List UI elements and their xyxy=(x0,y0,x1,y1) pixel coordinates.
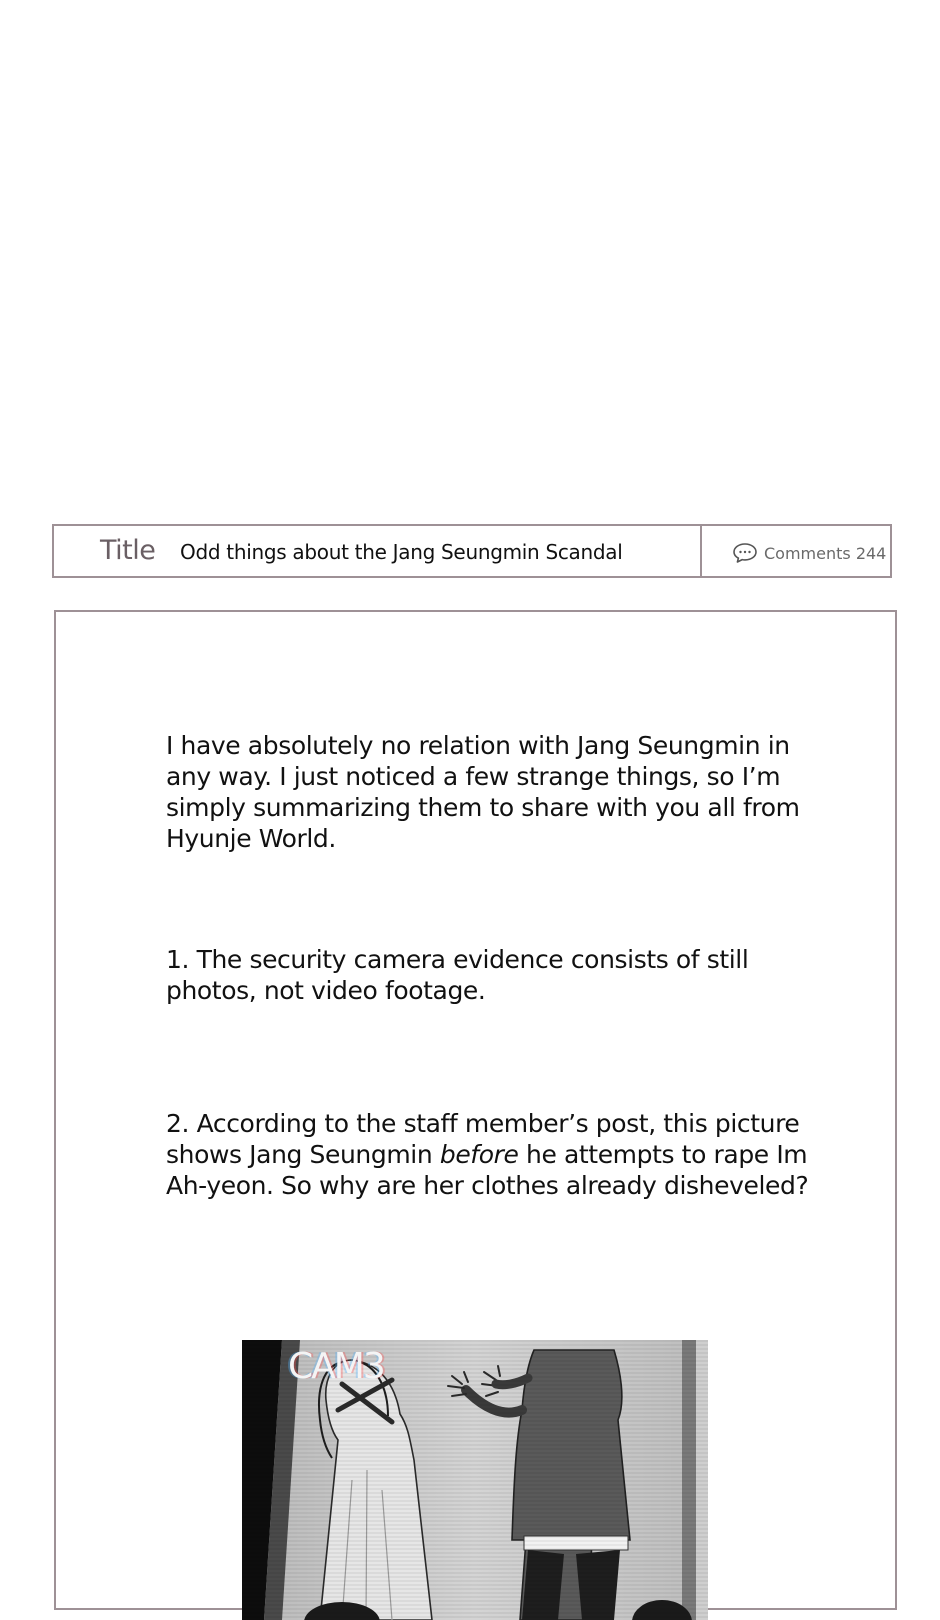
point-1-paragraph: 1. The security camera evidence consists of still photos, not video footage. xyxy=(166,945,749,1005)
security-camera-photo xyxy=(242,1340,708,1620)
title-label: Title xyxy=(100,535,156,566)
speech-bubble-icon xyxy=(732,542,758,564)
point-2-paragraph xyxy=(166,1108,816,1201)
cam-label: CAM3 xyxy=(288,1346,384,1387)
comments-link[interactable] xyxy=(732,542,886,564)
post-content xyxy=(54,610,897,1610)
intro-paragraph: I have absolutely no relation with Jang Seungmin in any way. I just noticed a few strange things, so I’m simply summarizing them to share with you all from Hyunje World. xyxy=(166,731,800,853)
post-header-bar xyxy=(52,524,892,578)
point-2-text-start: 2. According to the staff member’s post, this picture shows Jang Seungmin xyxy=(166,1109,800,1169)
header-divider xyxy=(700,526,702,576)
point-2-emphasis: before xyxy=(439,1140,519,1169)
post-title: Odd things about the Jang Seungmin Scandal xyxy=(180,540,623,564)
comments-count: Comments 244 xyxy=(764,543,887,563)
point-2-text-end: he attempts to rape Im Ah-yeon. So why are her clothes already disheveled? xyxy=(166,1140,809,1200)
